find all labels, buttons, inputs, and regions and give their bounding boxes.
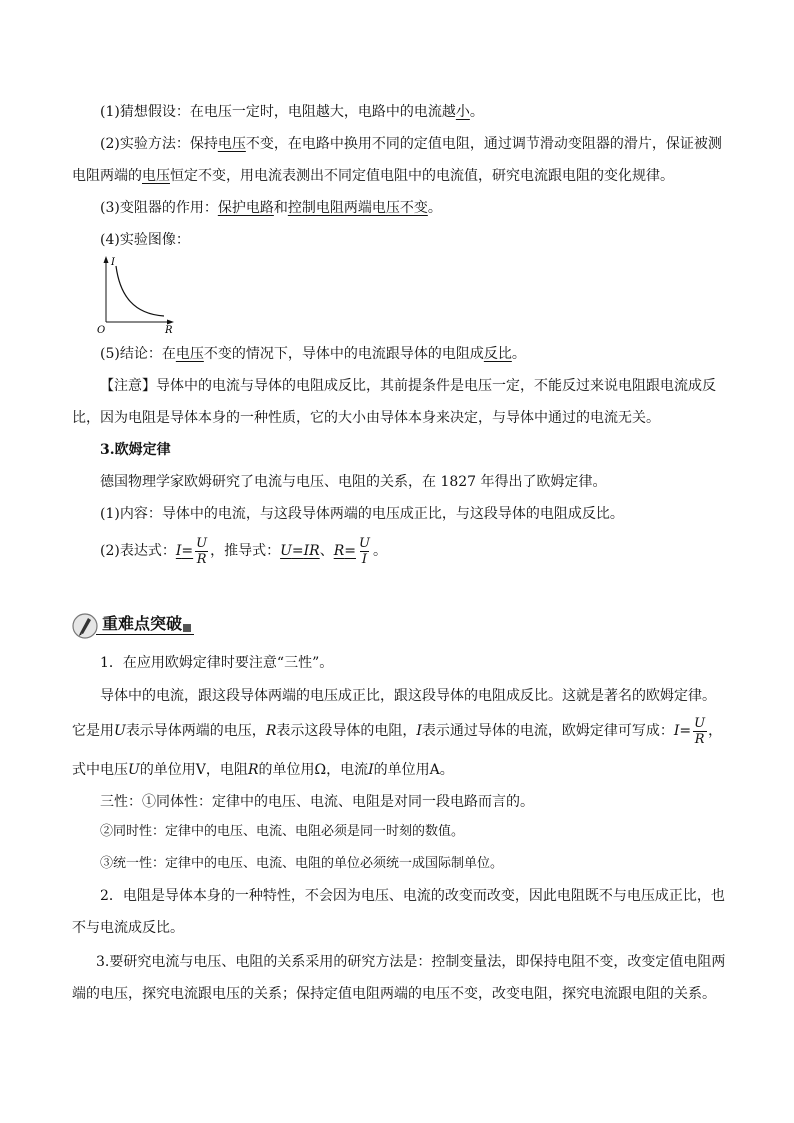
derive-denominator: I (361, 551, 368, 567)
method-text-c: 电阻两端的 (72, 168, 142, 184)
method-text-d: 恒定不变，用电流表测出不同定值电阻中的电流值，研究电流跟电阻的变化规律。 (170, 168, 674, 184)
derive-label: ，推导式： (210, 543, 281, 559)
ohm-expression-line (100, 534, 387, 568)
derive-numerator: U (358, 535, 370, 551)
conclusion-answer-1: 电压 (175, 346, 204, 362)
three-properties-3: ③统一性：定律中的电压、电流、电阻的单位必须统一成国际制单位。 (100, 856, 504, 871)
note-line-2: 比，因为电阻是导体本身的一种性质，它的大小由导体本身来决定，与导体中通过的电流无关。 (72, 410, 660, 426)
method-line-1 (100, 134, 722, 154)
pen-icon (72, 613, 98, 639)
method-text-b: 不变，在电路中换用不同的定值电阻，通过调节滑动变阻器的滑片，保证被测 (245, 136, 722, 152)
formula-eq: = (181, 543, 194, 559)
units-text-a: 式中电压 (72, 762, 128, 778)
law-denominator: R (694, 731, 705, 747)
derive-u: U (280, 543, 292, 559)
derive-eq-1: = (291, 543, 304, 559)
formula-fraction (194, 536, 209, 567)
rheostat-answer-1: 保护电路 (217, 200, 274, 216)
symbols-end: ， (708, 723, 723, 739)
point-3-line-2: 端的电压，探究电流跟电压的关系；保持定值电阻两端的电压不变，改变电阻，探究电流跟电阻的关系。 (72, 986, 716, 1002)
origin-label: O (97, 325, 106, 334)
formula-i: I (175, 543, 182, 559)
three-properties-1: 三性：①同体性：定律中的电压、电流、电阻是对同一段电路而言的。 (100, 794, 534, 810)
y-axis-arrow (104, 256, 109, 263)
ohm-content: (1)内容：导体中的电流，与这段导体两端的电压成正比，与这段导体的电阻成反比。 (100, 506, 624, 522)
graph-label: (4)实验图像： (100, 232, 190, 248)
fraction-denominator: R (196, 551, 207, 567)
derive-formula-2 (333, 535, 373, 567)
conclusion-answer-2: 反比 (483, 346, 512, 362)
derive-sep: 、 (319, 543, 334, 559)
law-formula-eq: = (679, 723, 692, 739)
symbols-text-d: 表示通过导体的电流，欧姆定律可写成： (421, 723, 674, 739)
ohm-law-symbols (72, 714, 722, 748)
ohm-intro-a: 德国物理学家欧姆研究了电流与电压、电阻的关系，在 (100, 474, 436, 490)
expression-label: (2)表达式： (100, 543, 176, 559)
conclusion-end: 。 (511, 346, 526, 362)
units-u: U (128, 762, 140, 778)
point-2-line-2: 不与电流成反比。 (72, 920, 184, 936)
derive-ir: IR (303, 543, 320, 559)
note-line-1: 【注意】导体中的电流与导体的电阻成反比，其前提条件是电压一定，不能反过来说电阻跟电流成反 (100, 378, 716, 394)
rheostat-and: 和 (273, 200, 288, 216)
point-3-line-1: 3.要研究电流与电压、电阻的关系采用的研究方法是：控制变量法，即保持电阻不变，改变定值电阻两 (96, 954, 726, 970)
ohm-law-statement: 导体中的电流，跟这段导体两端的电压成正比，跟这段导体的电阻成反比。这就是著名的欧姆定律。 (100, 688, 716, 704)
method-text-a: (2)实验方法：保持 (100, 136, 218, 152)
symbol-u: U (114, 723, 126, 739)
symbols-text-b: 表示导体两端的电压， (125, 723, 266, 739)
method-answer-2: 电压 (142, 168, 170, 184)
banner-square (183, 624, 191, 632)
ohm-intro-b: 年得出了欧姆定律。 (480, 474, 607, 490)
hypothesis-answer: 小 (455, 104, 470, 120)
hypothesis-line (100, 102, 484, 122)
banner-underline (96, 634, 194, 635)
units-text-c: 的单位用Ω，电流 (258, 762, 369, 778)
law-formula-fraction (692, 716, 707, 747)
conclusion-text-a: (5)结论：在 (100, 346, 176, 362)
rheostat-label: (3)变阻器的作用： (100, 200, 218, 216)
key-points-banner (72, 612, 196, 642)
method-answer-1: 电压 (217, 136, 246, 152)
conclusion-line (100, 344, 526, 364)
three-properties-2: ②同时性：定律中的电压、电流、电阻必须是同一时刻的数值。 (100, 824, 465, 839)
law-formula-i: I (673, 723, 680, 739)
ohm-year: 1827 (440, 474, 477, 490)
derive-r: R (333, 543, 345, 559)
derive-fraction (357, 536, 372, 567)
ohm-law-units (72, 760, 454, 780)
units-i: I (368, 762, 374, 778)
symbols-text-c: 表示这段导体的电阻， (276, 723, 417, 739)
rheostat-role-line (100, 198, 442, 218)
fraction-numerator: U (196, 535, 208, 551)
point-2-line-1: 2．电阻是导体本身的一种特性，不会因为电压、电流的改变而改变，因此电阻既不与电压成正比，也 (100, 888, 725, 904)
point-1-title: 1．在应用欧姆定律时要注意“三性”。 (100, 655, 334, 671)
symbols-text-a: 它是用 (72, 723, 114, 739)
ohm-intro (100, 472, 607, 492)
derive-eq-2: = (344, 543, 356, 559)
rheostat-answer-2: 控制电阻两端电压不变 (287, 200, 428, 216)
hypothesis-text: (1)猜想假设：在电压一定时，电阻越大，电路中的电流越 (100, 104, 456, 120)
law-numerator: U (694, 715, 706, 731)
expression-formula (175, 535, 210, 567)
i-r-graph (96, 254, 182, 334)
conclusion-text-b: 不变的情况下，导体中的电流跟导体的电阻成 (203, 346, 484, 362)
symbol-i: I (416, 723, 422, 739)
inverse-curve (116, 266, 164, 316)
section-ohm-title: 3.欧姆定律 (100, 442, 171, 458)
units-text-b: 的单位用V，电阻 (139, 762, 248, 778)
hypothesis-end: 。 (469, 104, 484, 120)
banner-title: 重难点突破 (102, 614, 183, 633)
x-axis-label: R (165, 325, 173, 334)
x-axis-arrow (167, 320, 174, 325)
units-text-d: 的单位用A。 (373, 762, 454, 778)
y-axis-label: I (111, 257, 115, 268)
symbol-r: R (265, 723, 277, 739)
rheostat-end: 。 (427, 200, 442, 216)
units-r: R (247, 762, 259, 778)
method-line-2 (72, 166, 674, 186)
derive-formula-1 (280, 543, 320, 559)
derive-end: 。 (372, 543, 387, 559)
